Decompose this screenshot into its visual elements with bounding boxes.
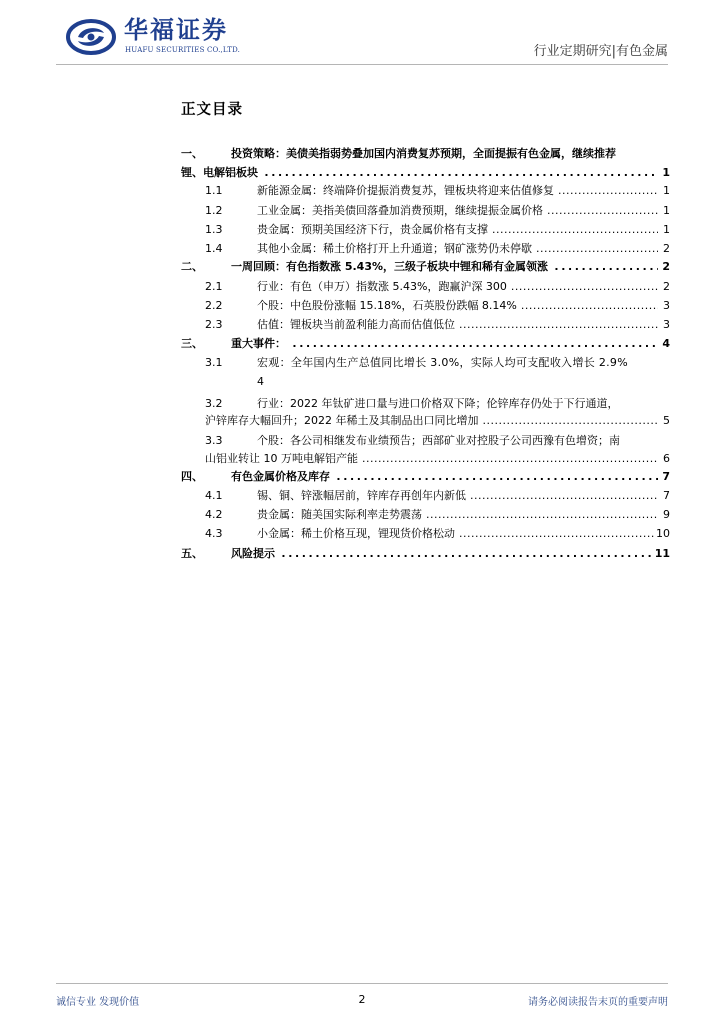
toc-entry-number: 1.2	[205, 204, 223, 217]
toc-entry-number: 4.3	[205, 527, 223, 540]
toc-entry-s2[interactable]	[181, 258, 670, 275]
toc-entry-text: 沪锌库存大幅回升；2022 年稀土及其制品出口同比增加 .....	[205, 412, 658, 429]
toc-entry-3-3-line2[interactable]	[205, 450, 670, 467]
toc-section-number: 二、	[181, 260, 203, 273]
toc-page-number: 5	[663, 414, 670, 427]
toc-page-number: 4	[662, 337, 670, 350]
toc-entry-4-1[interactable]	[205, 487, 670, 504]
footer-slogan: 诚信专业 发现价值	[56, 997, 140, 1008]
toc-entry-s3[interactable]	[181, 335, 670, 352]
toc-section-title: 有色金属价格及库存 .....	[231, 468, 658, 485]
toc-entry-number: 3.3	[205, 434, 223, 447]
toc-entry-s5[interactable]	[181, 545, 670, 562]
toc-entry-number: 1.3	[205, 223, 223, 236]
toc-entry-1-4[interactable]	[205, 240, 670, 257]
toc-entry-2-3[interactable]	[205, 316, 670, 333]
toc-entry-text[interactable]: 个股：各公司相继发布业绩预告；西部矿业对控股子公司西豫有色增资；南	[257, 434, 620, 447]
toc-entry-4-3[interactable]	[205, 525, 670, 542]
report-type: 行业定期研究|有色金属	[533, 44, 668, 59]
toc-entry-number: 4.2	[205, 508, 223, 521]
toc-entry-2-1[interactable]	[205, 278, 670, 295]
page-number: 2	[358, 993, 366, 1006]
toc-page-number: 1	[662, 166, 670, 179]
toc-section-number: 三、	[181, 337, 203, 350]
toc-page-number: 11	[654, 547, 670, 560]
toc-page-number: 4	[257, 375, 264, 388]
header-divider	[56, 64, 668, 65]
toc-entry-text: 锂、电解铝板块 .....	[181, 164, 658, 181]
toc-entry-3-2-line2[interactable]	[205, 412, 670, 429]
toc-page-number: 7	[662, 470, 670, 483]
toc-entry-1-2[interactable]	[205, 202, 670, 219]
toc-entry-number: 3.1	[205, 356, 223, 369]
toc-section-title: 风险提示 .....	[231, 545, 658, 562]
toc-section-title[interactable]: 投资策略：美债美指弱势叠加国内消费复苏预期，全面提振有色金属，继续推荐	[231, 147, 616, 160]
toc-entry-text: 行业：有色（申万）指数涨 5.43%，跑赢沪深 300 .....	[257, 278, 658, 295]
toc-section-number: 五、	[181, 547, 203, 560]
toc-entry-text: 山铝业转让 10 万吨电解铝产能 .....	[205, 450, 658, 467]
toc-section-number: 一、	[181, 147, 203, 160]
toc-entry-text: 个股：中色股份涨幅 15.18%，石英股份跌幅 8.14% .....	[257, 297, 658, 314]
toc-entry-text[interactable]: 宏观：全年国内生产总值同比增长 3.0%，实际人均可支配收入增长 2.9%	[257, 356, 628, 369]
huafu-logo-icon	[66, 18, 116, 56]
toc-page-number: 7	[663, 489, 670, 502]
toc-entry-text: 估值：锂板块当前盈利能力高而估值低位 .....	[257, 316, 658, 333]
footer-disclaimer: 请务必阅读报告末页的重要声明	[528, 997, 668, 1008]
toc-entry-number: 1.4	[205, 242, 223, 255]
toc-entry-2-2[interactable]	[205, 297, 670, 314]
toc-entry-1-3[interactable]	[205, 221, 670, 238]
toc-entry-number: 4.1	[205, 489, 223, 502]
toc-page-number: 3	[663, 318, 670, 331]
toc-entry-text[interactable]: 行业：2022 年钛矿进口量与进口价格双下降；伦锌库存仍处于下行通道，	[257, 397, 619, 410]
toc-page-number: 9	[663, 508, 670, 521]
toc-page-number: 2	[663, 242, 670, 255]
toc-entry-number: 2.2	[205, 299, 223, 312]
toc-entry-number: 3.2	[205, 397, 223, 410]
toc-section-title: 一周回顾：有色指数涨 5.43%，三级子板块中锂和稀有金属领涨 .....	[231, 258, 658, 275]
toc-entry-text: 小金属：稀土价格互现，锂现货价格松动 .....	[257, 525, 658, 542]
toc-entry-s4[interactable]	[181, 468, 670, 485]
toc-section-title: 重大事件： .....	[231, 335, 658, 352]
toc-entry-1-1[interactable]	[205, 182, 670, 199]
footer-divider	[56, 983, 668, 984]
toc-entry-4-2[interactable]	[205, 506, 670, 523]
toc-entry-s1-line2[interactable]	[181, 164, 670, 181]
toc-entry-text: 贵金属：预期美国经济下行，贵金属价格有支撑 .....	[257, 221, 658, 238]
toc-page-number: 10	[656, 527, 670, 540]
toc-page-number: 2	[662, 260, 670, 273]
toc-section-number: 四、	[181, 470, 203, 483]
toc-page-number: 1	[663, 223, 670, 236]
brand-name-en: HUAFU SECURITIES CO.,LTD.	[125, 46, 241, 54]
toc-page-number: 3	[663, 299, 670, 312]
toc-entry-number: 1.1	[205, 184, 223, 197]
toc-entry-text: 贵金属：随美国实际利率走势震荡 .....	[257, 506, 658, 523]
toc-title: 正文目录	[181, 102, 243, 118]
toc-entry-text: 其他小金属：稀土价格打开上升通道；钢矿涨势仍未停歇 .....	[257, 240, 658, 257]
toc-entry-text: 新能源金属：终端降价提振消费复苏，锂板块将迎来估值修复 .....	[257, 182, 658, 199]
toc-entry-text: 工业金属：美指美债回落叠加消费预期，继续提振金属价格 .....	[257, 202, 658, 219]
toc-entry-number: 2.3	[205, 318, 223, 331]
toc-page-number: 1	[663, 184, 670, 197]
toc-page-number: 2	[663, 280, 670, 293]
toc-entry-number: 2.1	[205, 280, 223, 293]
toc-entry-text: 锡、铜、锌涨幅居前，锌库存再创年内新低 .....	[257, 487, 658, 504]
toc-page-number: 6	[663, 452, 670, 465]
page-header	[0, 0, 724, 66]
brand-name-cn: 华福证券	[124, 16, 228, 44]
toc-page-number: 1	[663, 204, 670, 217]
